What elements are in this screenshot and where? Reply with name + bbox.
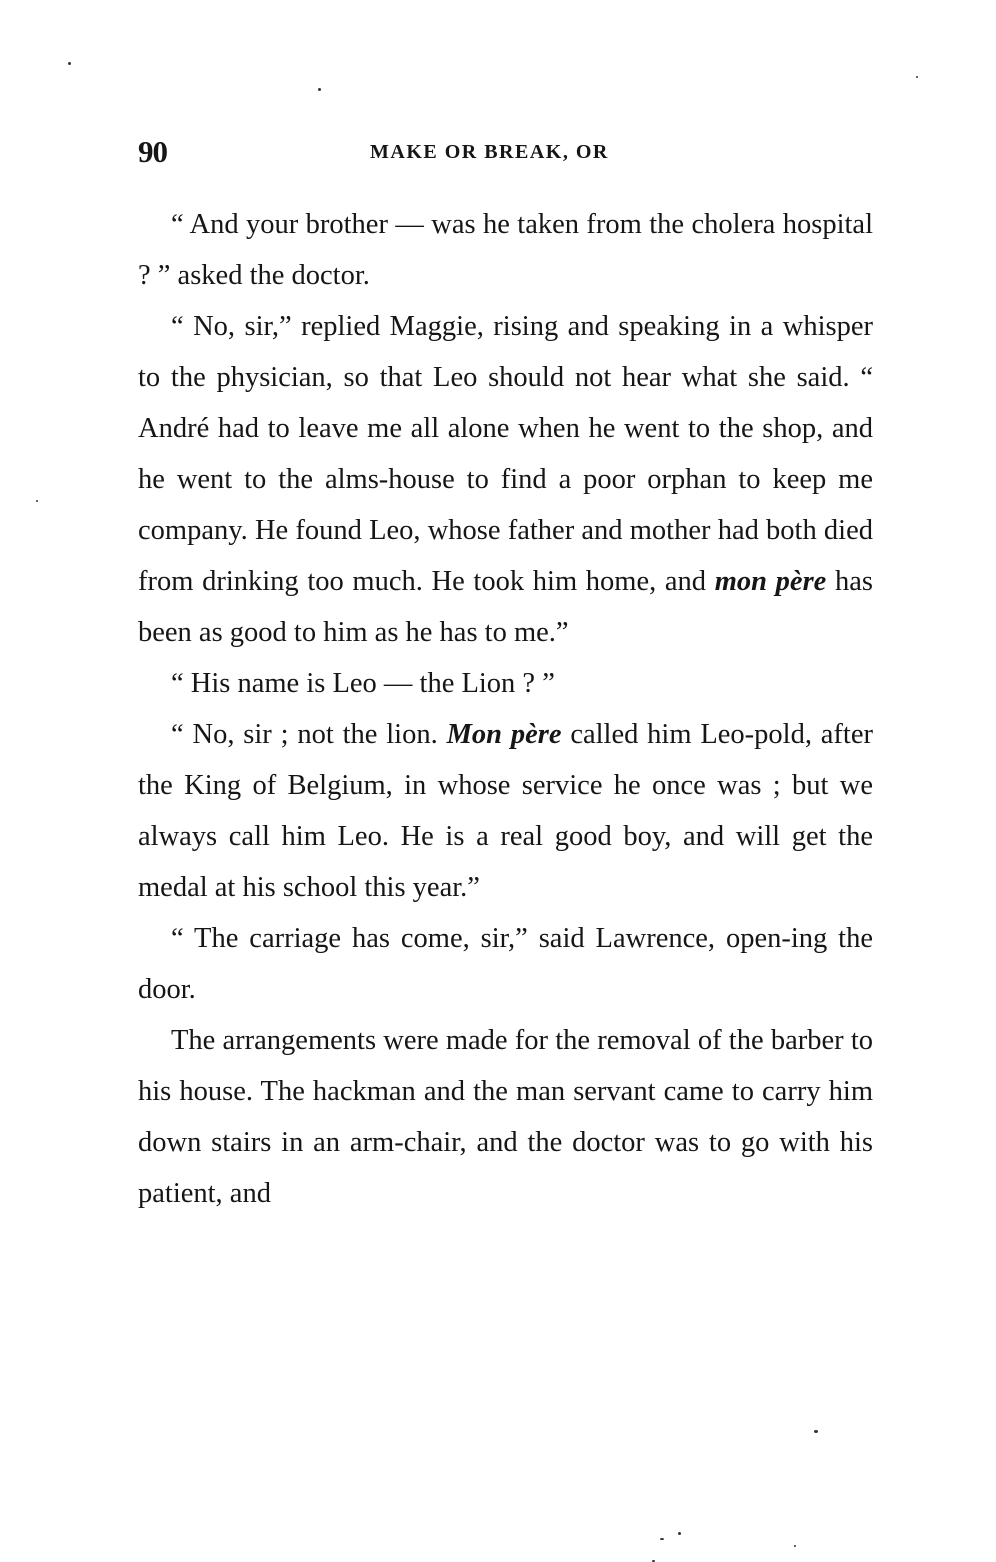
scan-speck — [814, 1430, 818, 1433]
paragraph-6-text: The arrangements were made for the removal of the barber to his house. The hackman and the man servant came to carry him down stairs in an arm-chair, and the doctor was to go with his patient, and — [138, 1025, 873, 1209]
paragraph-5-text: “ The carriage has come, sir,” said Lawrence, open-ing the door. — [138, 923, 873, 1005]
scan-speck — [318, 88, 321, 91]
paragraph-4-italic: Mon père — [446, 719, 562, 750]
scan-speck — [678, 1532, 681, 1535]
paragraph-1 — [138, 199, 873, 301]
paragraph-3 — [138, 658, 873, 709]
paragraph-4-text-b: called him Leo-pold, after the King of Belgium, in whose service he once was ; but we always call him Leo. He is a real good boy, and will get the medal at his school this year.” — [138, 719, 873, 903]
scan-speck — [36, 500, 38, 502]
paragraph-2-text-a: “ No, sir,” replied Maggie, rising and speaking in a whisper to the physician, so that Leo should not hear what she said. “ André had to leave me all alone when he went to the shop, and he went to the alms-house to find a poor orphan to keep me company. He found Leo, whose father and mother had both died from drinking too much. He took him home, and — [138, 311, 873, 597]
paragraph-5 — [138, 913, 873, 1015]
running-head — [138, 134, 873, 174]
paragraph-2-italic: mon père — [714, 566, 827, 597]
page-number: 90 — [138, 134, 167, 169]
scan-speck — [916, 76, 918, 78]
paragraph-2-text-b: has been as good to him as he has to me.” — [138, 566, 873, 648]
scan-speck — [794, 1545, 796, 1547]
paragraph-2 — [138, 301, 873, 658]
paragraph-6 — [138, 1015, 873, 1219]
scan-speck — [68, 62, 71, 65]
paragraph-1-text: “ And your brother — was he taken from the cholera hospital ? ” asked the doctor. — [138, 209, 873, 291]
paragraph-4 — [138, 709, 873, 913]
running-title: MAKE OR BREAK, OR — [370, 141, 609, 163]
scan-speck — [660, 1538, 664, 1540]
paragraph-4-text-a: “ No, sir ; not the lion. — [171, 719, 447, 750]
paragraph-3-text: “ His name is Leo — the Lion ? ” — [171, 668, 555, 699]
body-text — [138, 199, 873, 1219]
